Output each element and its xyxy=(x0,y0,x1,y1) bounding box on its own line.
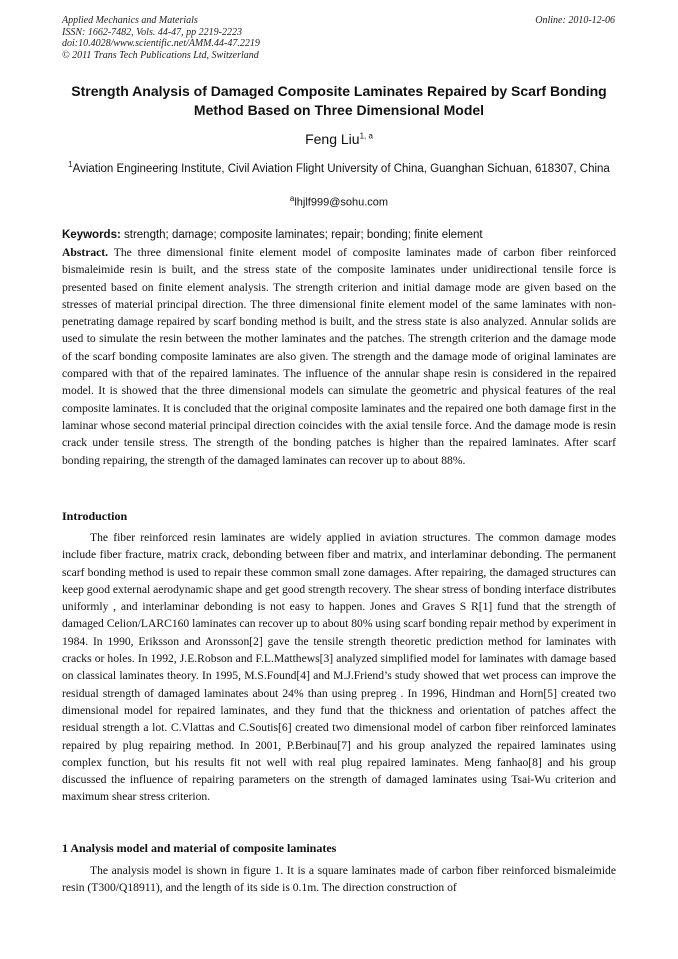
online-date: Online: 2010-12-06 xyxy=(535,15,615,26)
introduction-heading: Introduction xyxy=(62,509,128,523)
abstract-label: Abstract. xyxy=(62,246,109,259)
email-address[interactable]: lhjlf999@sohu.com xyxy=(294,196,389,209)
email-sup: a xyxy=(289,194,295,203)
abstract xyxy=(62,244,616,469)
copyright-line: © 2011 Trans Tech Publications Ltd, Switzerland xyxy=(62,49,259,61)
affiliation-sup: 1 xyxy=(68,160,73,169)
keywords-text: strength; damage; composite laminates; repair; bonding; finite element xyxy=(124,229,483,241)
abstract-text: The three dimensional finite element model of composite laminates made of carbon fiber reinforced bismaleimide resin is built, and the stress state of the composite laminates under unidirectional tensile force is presented based on finite element analysis. The strength criterion and initial damage mode are given based on the stresses of material principal direction. The three dimensional finite element model of the same laminates with non-penetrating damage repaired by scarf bonding method is built, and the stress state is also analyzed. Annular solids are used to simulate the resin between the mother laminates and the patches. The strength criterion and the damage mode of the scarf bonding composite laminates are also given. The strength and the damage mode of original laminates are compared with that of the repaired laminates. The influence of the annular shape resin is considered in the repaired model. It is showed that the three dimensional models can simulate the geometric and physical features of the real composite laminates. It is concluded that the original composite laminates and the repaired one both damage first in the laminar whose second material principal direction coincides with the axial tensile force. And the damage mode is resin crack under tensile stress. The strength of the bonding patches is higher than the repaired laminates. After scarf bonding repairing, the strength of the damaged laminates can recover up to about 88%. xyxy=(62,246,616,467)
section1-heading: 1 Analysis model and material of composite laminates xyxy=(62,841,337,855)
journal-name: Applied Mechanics and Materials xyxy=(62,15,198,26)
affiliation-text: Aviation Engineering Institute, Civil Aviation Flight University of China, Guanghan Sichuan, 618307, China xyxy=(72,162,610,175)
author-sup: 1, a xyxy=(359,131,373,141)
introduction-text: The fiber reinforced resin laminates are widely applied in aviation structures. The common damage modes include fiber fracture, matrix crack, debonding between fiber and matrix, and interlaminar debonding. The permanent scarf bonding method is used to repair these common small zone damages. After repairing, the damaged structures can keep good external aerodynamic shape and get good strength recovery. The shear stress of bonding interface distributes uniformly , and interlaminar debonding is not easy to happen. Jones and Graves S R[1] fund that the strength of damaged Celion/LARC160 laminates can recover up to about 80% using scarf bonding repair method by experiment in 1984. In 1990, Eriksson and Aronsson[2] gave the tensile strength theoretic prediction method for laminates with cracks or holes. In 1992, J.E.Robson and F.L.Matthews[3] analyzed simplified model for laminates with damage based on classical laminates theory. In 1995, M.S.Found[4] and M.J.Friend’s study showed that wet process can improve the residual strength of damaged laminates about 24% than using prepreg . In 1996, Hindman and Horn[5] created two dimensional model for repaired laminates, and they fund that the thickness and orientation of patches affect the residual strength a lot. C.Vlattas and C.Soutis[6] created two dimensional model of carbon fiber reinforced laminates repaired by plug repairing method. In 2001, P.Berbinau[7] and his group analyzed the repaired laminates using complex function, but his results fit not well with real plug repaired laminates. Meng fanhao[8] and his group discussed the influence of repairing parameters on the strength of damaged laminates using Tsai-Wu criterion and maximum shear stress criterion. xyxy=(62,531,616,804)
issn-line: ISSN: 1662-7482, Vols. 44-47, pp 2219-2223 xyxy=(62,26,242,38)
author-name: Feng Liu xyxy=(305,131,360,147)
paper-title: Strength Analysis of Damaged Composite Laminates Repaired by Scarf Bonding Method Based on Three Dimensional Model xyxy=(71,83,607,118)
email-line xyxy=(62,194,616,209)
author-line xyxy=(62,131,616,147)
keywords xyxy=(62,229,616,241)
keywords-label: Keywords: xyxy=(62,229,121,241)
journal-meta xyxy=(62,15,260,61)
affiliation xyxy=(62,157,616,177)
section1-text: The analysis model is shown in figure 1. It is a square laminates made of carbon fiber reinforced bismaleimide resin (T300/Q18911), and the length of its side is 0.1m. The direction construction of xyxy=(62,864,616,895)
doi-line[interactable]: doi:10.4028/www.scientific.net/AMM.44-47.2219 xyxy=(62,38,260,49)
